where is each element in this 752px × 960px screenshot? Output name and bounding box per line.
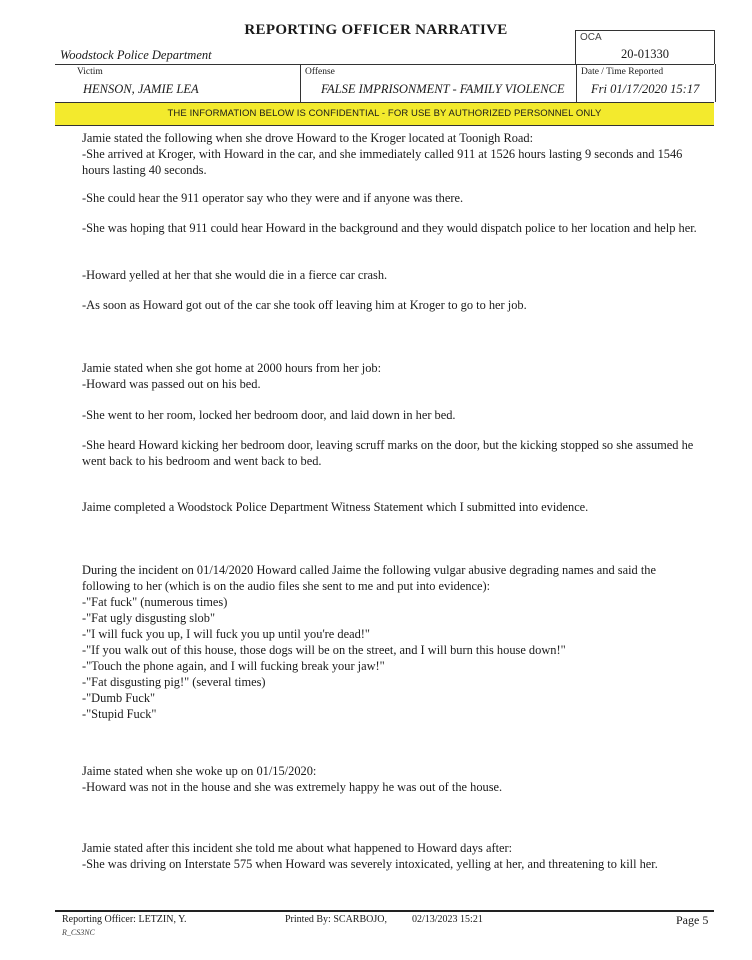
printed-date: 02/13/2023 15:21	[412, 914, 483, 925]
narrative-paragraph	[82, 407, 702, 423]
narrative-text: Jamie stated when she got home at 2000 hours from her job: -Howard was passed out on his bed.	[82, 361, 382, 391]
narrative-paragraph	[82, 297, 702, 313]
narrative-text: -She heard Howard kicking her bedroom door, leaving scruff marks on the door, but the kicking stopped so she assumed he went back to his bedroom and went back to bed.	[82, 438, 697, 468]
narrative-paragraph	[82, 220, 702, 236]
reporting-officer: Reporting Officer: LETZIN, Y.	[62, 914, 187, 925]
case-info-row	[55, 64, 714, 102]
narrative-text: Jaime stated when she woke up on 01/15/2020: -Howard was not in the house and she was extremely happy he was out of the house.	[82, 764, 503, 794]
printed-by: Printed By: SCARBOJO,	[285, 914, 387, 925]
date-reported-label: Date / Time Reported	[581, 67, 664, 77]
narrative-text: Jamie stated the following when she drove Howard to the Kroger located at Toonigh Road: -She arrived at Kroger, with Howard in the car, and she immediately called 911 at 1526 hours lasting 9 seconds and 1546 hours lasting 40 seconds.	[82, 131, 683, 177]
report-title: REPORTING OFFICER NARRATIVE	[244, 22, 508, 38]
oca-box	[575, 30, 715, 64]
narrative-text: During the incident on 01/14/2020 Howard called Jaime the following vulgar abusive degrading names and said the following to her (which is on the audio files she sent to me and put into evidence): -"Fat fuck" (numerous times) -"Fat ugly disgusting slob" -"I will fuck you up, I will fuck you up until you're dead!" -"If you walk out of this house, those dogs will be on the street, and I will burn this house down!" -"Touch the phone again, and I will fucking break your jaw!" -"Fat disgusting pig!" (several times) -"Dumb Fuck" -"Stupid Fuck"	[82, 563, 656, 721]
victim-label: Victim	[77, 67, 103, 77]
date-reported-value: Fri 01/17/2020 15:17	[591, 82, 700, 96]
narrative-paragraph	[82, 437, 702, 469]
offense-value: FALSE IMPRISONMENT - FAMILY VIOLENCE	[321, 82, 565, 96]
offense-cell	[300, 64, 576, 102]
narrative-paragraph	[82, 499, 702, 515]
narrative-paragraph	[82, 840, 702, 872]
page-number: Page 5	[676, 913, 709, 927]
narrative-paragraph	[82, 267, 702, 283]
confidential-banner: THE INFORMATION BELOW IS CONFIDENTIAL - FOR USE BY AUTHORIZED PERSONNEL ONLY	[55, 102, 714, 126]
footer-divider	[55, 910, 714, 912]
form-code: R_CS3NC	[62, 928, 95, 937]
narrative-paragraph	[82, 130, 702, 178]
narrative-paragraph	[82, 562, 702, 722]
victim-value: HENSON, JAMIE LEA	[83, 82, 199, 96]
narrative-paragraph	[82, 360, 702, 392]
narrative-text: -As soon as Howard got out of the car she took off leaving him at Kroger to go to her job.	[82, 298, 527, 312]
narrative-text: -She was hoping that 911 could hear Howard in the background and they would dispatch police to her location and help her.	[82, 221, 697, 235]
narrative-paragraph	[82, 763, 702, 795]
narrative-text: -Howard yelled at her that she would die in a fierce car crash.	[82, 268, 388, 282]
offense-label: Offense	[305, 67, 335, 77]
narrative-text: -She went to her room, locked her bedroom door, and laid down in her bed.	[82, 408, 456, 422]
oca-label: OCA	[580, 32, 602, 43]
oca-number: 20-01330	[621, 47, 669, 61]
narrative-paragraph	[82, 190, 702, 206]
date-reported-cell	[576, 64, 716, 102]
narrative-text: Jaime completed a Woodstock Police Department Witness Statement which I submitted into evidence.	[82, 500, 589, 514]
department-name: Woodstock Police Department	[60, 48, 212, 62]
narrative-text: -She could hear the 911 operator say who they were and if anyone was there.	[82, 191, 464, 205]
narrative-text: Jamie stated after this incident she told me about what happened to Howard days after: -She was driving on Interstate 575 when Howard was severely intoxicated, yelling at her, and threatening to kill her.	[82, 841, 658, 871]
victim-cell	[55, 64, 300, 102]
